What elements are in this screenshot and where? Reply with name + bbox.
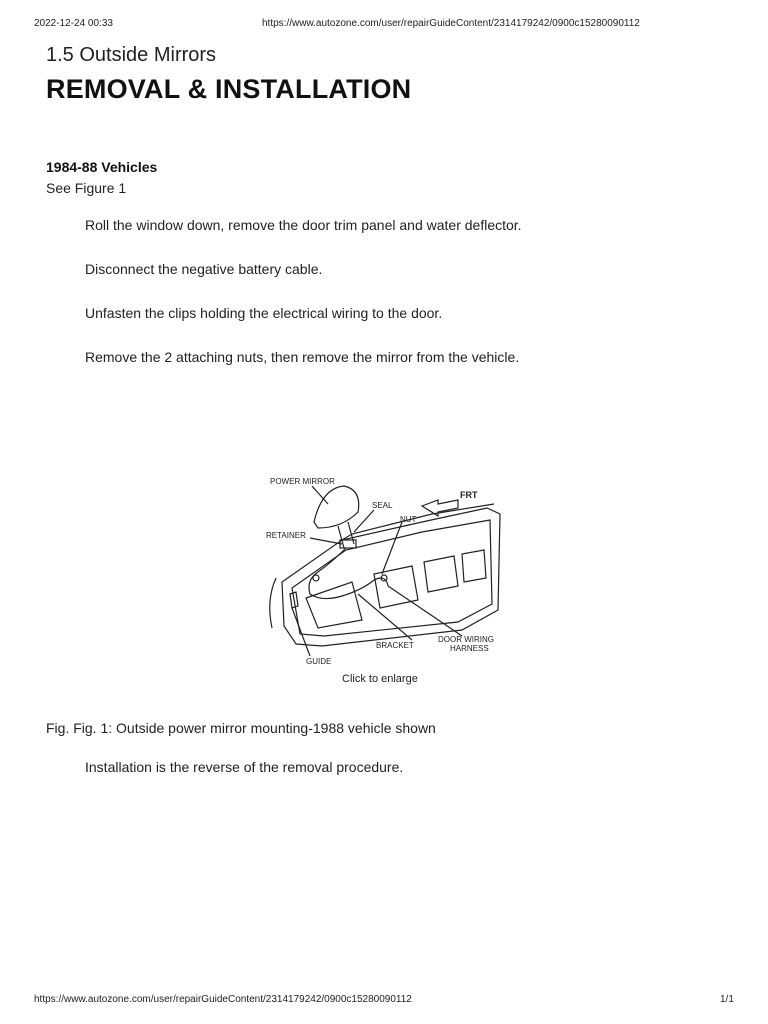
procedure-step: Remove the 2 attaching nuts, then remove the mirror from the vehicle. [85,349,520,365]
figure-image[interactable] [262,470,512,670]
procedure-step: Unfasten the clips holding the electrical wiring to the door. [85,305,443,321]
label-seal: SEAL [372,501,393,510]
procedure-step: Disconnect the negative battery cable. [85,261,323,277]
page-number: 1/1 [720,994,734,1005]
label-nut: NUT [400,515,417,524]
page-title: REMOVAL & INSTALLATION [46,74,412,104]
door-mirror-diagram [262,470,512,670]
see-figure-text: See Figure 1 [46,180,127,196]
print-timestamp: 2022-12-24 00:33 [34,18,113,29]
procedure-step: Roll the window down, remove the door trim panel and water deflector. [85,217,522,233]
label-bracket: BRACKET [376,641,414,650]
click-to-enlarge-link[interactable]: Click to enlarge [342,673,418,685]
subheading: 1984-88 Vehicles [46,159,158,175]
section-title: 1.5 Outside Mirrors [46,44,217,66]
label-guide: GUIDE [306,657,332,666]
label-power-mirror: POWER MIRROR [270,477,335,486]
label-door-wiring: DOOR WIRING [438,635,494,644]
closing-text: Installation is the reverse of the removal procedure. [85,759,404,775]
print-url: https://www.autozone.com/user/repairGuideContent/2314179242/0900c15280090112 [262,18,640,29]
figure-caption: Fig. Fig. 1: Outside power mirror mounting-1988 vehicle shown [46,720,436,736]
footer-url: https://www.autozone.com/user/repairGuideContent/2314179242/0900c15280090112 [34,994,412,1005]
label-retainer: RETAINER [266,531,306,540]
label-frt: FRT [460,490,478,500]
label-harness: HARNESS [450,644,489,653]
